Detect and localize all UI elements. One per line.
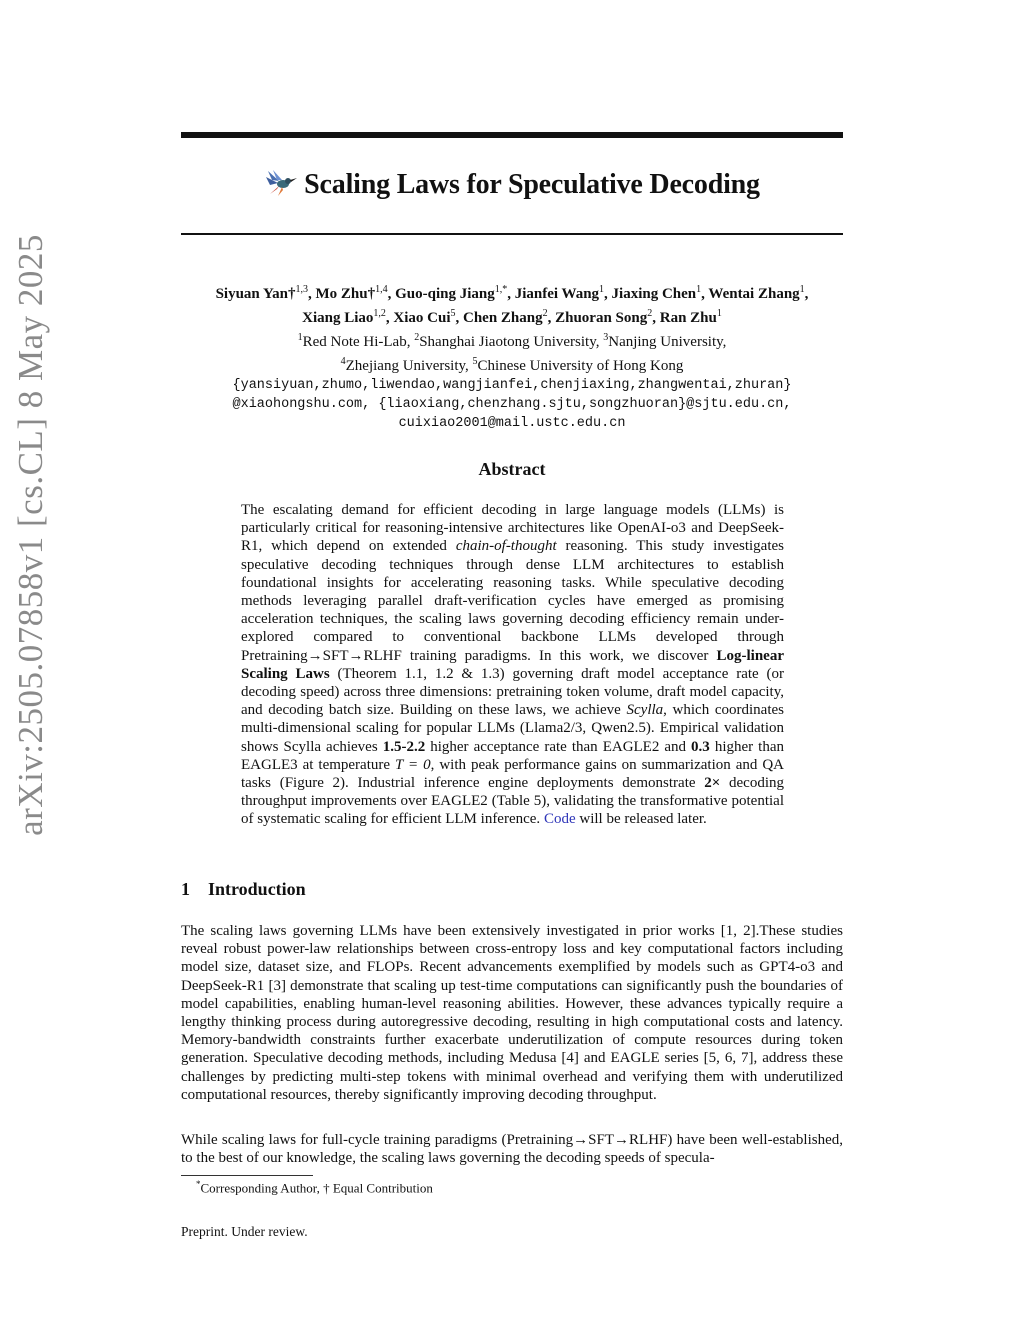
email-line: cuixiao2001@mail.ustc.edu.cn <box>398 416 626 431</box>
author: Zhuoran Song <box>555 310 648 326</box>
author-sup: 1,* <box>494 284 508 295</box>
affiliation-number: 4 <box>340 356 346 367</box>
section-title: Introduction <box>208 879 306 899</box>
author: Guo-qing Jiang <box>395 286 495 302</box>
title-rule-bottom <box>181 233 843 235</box>
email-line: {yansiyuan,zhumo,liwendao,wangjianfei,chenjiaxing,zhangwentai,zhuran} <box>232 378 792 393</box>
abstract-text: The escalating demand for efficient decoding in large language models (LLMs) is particularly critical for reasoning-intensive architectures like OpenAI-o3 and DeepSeek-R1, which depend on extended <box>241 502 784 555</box>
abstract-heading: Abstract <box>478 459 546 479</box>
affiliation-number: 3 <box>603 332 609 343</box>
abstract-text: , which coordinates multi-dimensional scaling for popular LLMs (Llama2/3, Qwen2.5). Empirical validation shows Scylla achieves <box>241 702 784 755</box>
author-sup: 1 <box>599 284 605 295</box>
author-sup: 1 <box>799 284 805 295</box>
hummingbird-logo-icon <box>264 168 298 206</box>
abstract-emphasis: Scylla <box>626 702 664 719</box>
abstract-text: reasoning. This study investigates speculative decoding techniques through dense LLM architectures to establish foundational insights for accelerating reasoning tasks. While speculative decoding methods leveraging parallel draft-verification cycles have emerged as promising acceleration techniques, the scaling laws governing decoding efficiency remain under-explored compared to conventional backbone LLMs developed through Pretraining→SFT→RLHF training paradigms. In this work, we discover <box>241 538 784 664</box>
author: Xiao Cui <box>393 310 451 326</box>
footnote <box>196 1179 433 1196</box>
affiliation-number: 5 <box>472 356 478 367</box>
abstract-text: higher than EAGLE3 at temperature <box>241 738 784 773</box>
abstract-bold: 0.3 <box>691 738 710 755</box>
author-names: Siyuan Yan†$^{1,3}$, Mo Zhu†$^{1,4}$, Guo-qing Jiang$^{1,*}$, Jianfei Wang$^1$, Jiaxing Chen$^1$, Wentai Zhang$^1$, Xiang Liao$^{1,2}$, Xiao Cui$^5$, Chen Zhang$^2$, Zhuoran Song$^2$, Ran Zhu$^1$ <box>215 284 809 326</box>
author-sup: 5 <box>450 308 456 319</box>
paper-title <box>181 168 843 206</box>
abstract-body <box>241 501 784 829</box>
intro-paragraph-1: The scaling laws governing LLMs have been extensively investigated in prior works [1, 2].These studies reveal robust power-law relationships between cross-entropy loss and key computational factors including model size, dataset size, and FLOPs. Recent advancements exemplified by models such as GPT4-o3 and DeepSeek-R1 [3] demonstrate that scaling up test-time computations can significantly push the boundaries of model capabilities, enabling human-level reasoning abilities. However, these advances typically require a lengthy thinking process during autoregressive decoding, resulting in high computational costs and latency. Memory-bandwidth constraints further exacerbate underutilization of compute resources during token generation. Speculative decoding methods, including Medusa [4] and EAGLE series [5, 6, 7], address these challenges by predicting multi-step tokens with minimal overhead and verifying them with underutilized computational resources, thereby significantly improving decoding throughput. <box>181 923 843 1103</box>
author: Jiaxing Chen <box>611 286 697 302</box>
author-sup: 1 <box>716 308 722 319</box>
abstract-text: (Theorem 1.1, 1.2 & 1.3) governing draft model acceptance rate (or decoding speed) across three dimensions: pretraining token volume, draft model capacity, and decoding batch size. Building on these laws, we achieve <box>241 665 784 719</box>
footnote-text: Corresponding Author, † Equal Contribution <box>200 1180 433 1196</box>
section-heading <box>181 879 306 900</box>
author-sup: 1,3 <box>295 284 308 295</box>
author: Wentai Zhang <box>708 286 800 302</box>
author: Siyuan Yan† <box>215 286 296 302</box>
affiliations <box>150 328 874 376</box>
code-link[interactable]: Code <box>543 811 576 828</box>
abstract-bold: Log-linear Scaling Laws <box>241 647 784 682</box>
affiliation-number: 2 <box>414 332 420 343</box>
author-block <box>150 280 874 433</box>
abstract-bold: 1.5-2.2 <box>382 738 426 755</box>
abstract-math: T = 0 <box>395 756 431 773</box>
abstract-text: , with peak performance gains on summarization and QA tasks (Figure 2). Industrial inference engine deployments demonstrate <box>241 756 784 792</box>
section-number: 1 <box>181 879 190 899</box>
abstract-text: will be released later. <box>575 811 707 828</box>
author-sup: 1 <box>696 284 702 295</box>
affiliation: Zhejiang University, <box>345 358 473 374</box>
preprint-note: Preprint. Under review. <box>181 1224 308 1239</box>
abstract-text: decoding throughput improvements over EAGLE2 (Table 5), validating the transformative potential of systematic scaling for efficient LLM inference. <box>241 775 784 828</box>
paper-title-text: Scaling Laws for Speculative Decoding <box>304 169 760 200</box>
author: Mo Zhu† <box>315 286 376 302</box>
author-sup: 1,4 <box>375 284 388 295</box>
arxiv-identifier <box>6 140 56 930</box>
author: Jianfei Wang <box>514 286 600 302</box>
author-sup: 2 <box>647 308 653 319</box>
footnote-rule <box>181 1175 313 1176</box>
footnote-mark: * <box>196 1179 201 1189</box>
author: Ran Zhu <box>659 310 717 326</box>
email-line: @xiaohongshu.com, {liaoxiang,chenzhang.sjtu,songzhuoran}@sjtu.edu.cn, <box>232 397 792 412</box>
abstract-emphasis: chain-of-thought <box>455 538 557 555</box>
affiliation: Nanjing University, <box>608 334 727 350</box>
affiliation: Red Note Hi-Lab, <box>302 334 415 350</box>
author-emails <box>150 376 874 433</box>
affiliation: Shanghai Jiaotong University, <box>419 334 604 350</box>
abstract-text: higher acceptance rate than EAGLE2 and <box>425 738 692 755</box>
abstract-bold: 2× <box>704 775 721 792</box>
title-rule-top <box>181 132 843 138</box>
intro-paragraph-2: While scaling laws for full-cycle training paradigms (Pretraining→SFT→RLHF) have been well-established, to the best of our knowledge, the scaling laws governing the decoding speeds of specula- <box>181 1132 843 1167</box>
author: Chen Zhang <box>462 310 543 326</box>
author-sup: 2 <box>542 308 548 319</box>
author-sup: 1,2 <box>373 308 386 319</box>
affiliation-number: 1 <box>297 332 303 343</box>
affiliation: Chinese University of Hong Kong <box>477 358 684 374</box>
author: Xiang Liao <box>302 310 374 326</box>
arxiv-identifier-text: arXiv:2505.07858v1 [cs.CL] 8 May 2025 <box>11 234 50 836</box>
